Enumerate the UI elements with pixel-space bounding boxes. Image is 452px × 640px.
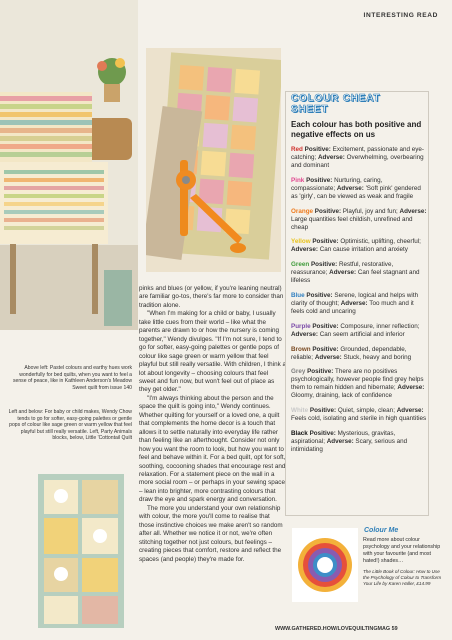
adverse-label: Adverse:	[397, 384, 425, 392]
positive-label: Positive:	[310, 261, 338, 269]
positive-label: Positive:	[312, 238, 339, 246]
colour-name: Purple	[291, 322, 311, 330]
positive-text: Restful, restorative, reassurance;	[291, 261, 394, 277]
book-cover	[292, 528, 358, 602]
colour-entries	[291, 146, 428, 454]
positive-label: Positive:	[309, 407, 337, 415]
colour-name: Green	[291, 261, 310, 269]
sidebar-subtitle: Each colour has both positive and negative effects on us	[291, 120, 422, 139]
colour-name: White	[291, 407, 309, 415]
positive-text: Mysterious, gravitas, aspirational;	[291, 429, 396, 445]
sidebar-title-line1: COLOUR CHEAT	[291, 93, 381, 104]
positive-label: Positive:	[306, 176, 333, 184]
adverse-text: Too much and it feels cold and uncaring	[291, 299, 414, 315]
positive-text: Serene, logical and helps with clarity of thought;	[291, 291, 419, 307]
colour-name: Pink	[291, 176, 305, 184]
adverse-label: Adverse:	[326, 437, 354, 445]
quilt-bench-photo	[0, 0, 138, 330]
adverse-label: Adverse:	[396, 407, 424, 415]
colour-entry-pink	[291, 177, 428, 201]
body-paragraph: "I'm always thinking about the person and the space the quilt is going into," Wendy continues. Whether quilting for yourself or a loved one, a quilt that complements the home decor is a touch that allows it to settle naturally into everyday life rather than feeling like an afterthought. Consider not only how you want the room to look, but how you want to feel and behave within it. For a bed quilt, opt for soft, soothing, cocooning shades that encourage rest and relaxation. For a statement piece on the wall in a more social room – or perhaps in your sewing space – lean into brighter, more contrasting colours that draw the eye and spark energy and conversation.	[139, 394, 286, 504]
adverse-text: Can cause irritation and anxiety	[319, 246, 408, 254]
book-heading: Colour Me	[364, 527, 399, 534]
colour-name: Brown	[291, 345, 311, 353]
colour-name: Black	[291, 429, 308, 437]
article-body	[139, 285, 286, 564]
colour-entry-red	[291, 146, 428, 170]
sidebar-title	[291, 93, 428, 115]
colour-entry-grey	[291, 368, 428, 400]
book-credit: The Little Book of Colour: How to Use the Psychology of Colour to Transform Your Life by Karen Haller, £14.99	[363, 568, 442, 586]
positive-label: Positive:	[307, 368, 334, 376]
adverse-text: Feels cold, isolating and sterile in high quantities	[291, 415, 427, 423]
adverse-text: Stuck, heavy and boring	[343, 353, 412, 361]
positive-label: Positive:	[312, 322, 339, 330]
book-text	[363, 537, 443, 587]
body-paragraph: The more you understand your own relationship with colour, the more you'll come to realise that those instinctive choices we make aren't so random after all. Whether we notice it or not, we're often stitching together not just colours, but feelings – creating pieces that comfort, restore and reflect the spaces (and people) they're made for.	[139, 504, 283, 563]
colour-entry-purple	[291, 323, 428, 339]
adverse-text: Scary, serious and intimidating	[291, 437, 408, 453]
adverse-text: Overwhelming, overbearing and dominant	[291, 153, 424, 169]
colour-name: Blue	[291, 291, 305, 299]
adverse-label: Adverse:	[291, 330, 318, 338]
positive-text: Optimistic, uplifting, cheerful;	[340, 238, 421, 246]
positive-text: Composure, inner reflection;	[340, 322, 420, 330]
colour-entry-orange	[291, 208, 428, 232]
book-description: Read more about colour psychology and your relationship with your favourite (and most hated!) shades…	[363, 537, 441, 564]
adverse-label: Adverse:	[291, 246, 318, 254]
cutting-mat-photo	[146, 48, 281, 272]
positive-label: Positive:	[304, 145, 331, 153]
colour-entry-blue	[291, 292, 428, 316]
adverse-label: Adverse:	[340, 299, 368, 307]
sidebar-title-line2: SHEET	[291, 104, 329, 115]
adverse-text: 'Soft pink' gendered as 'girly', can be viewed as weak and fragile	[291, 184, 421, 200]
positive-text: Grounded, dependable, reliable;	[291, 345, 407, 361]
positive-label: Positive:	[306, 291, 333, 299]
adverse-text: Can seem artificial and inferior	[319, 330, 405, 338]
colour-name: Orange	[291, 207, 314, 215]
caption-left-below: Left and below: For baby or child makes, Wendy Chow tends to go for softer, easy-going palettes or gentle pops of colour like sage green or warm yellow that feel playful but still really versatile. Left, Party Animals blocks, below, Little 'Cottontail Quilt	[8, 409, 132, 442]
section-header: INTERESTING READ	[363, 12, 438, 19]
colour-name: Yellow	[291, 238, 311, 246]
animal-blocks-photo	[38, 474, 124, 628]
adverse-text: Can feel stagnant and lifeless	[291, 269, 420, 285]
page-number: 59	[391, 626, 398, 632]
adverse-label: Adverse:	[399, 207, 427, 215]
colour-entry-brown	[291, 346, 428, 362]
adverse-label: Adverse:	[329, 269, 357, 277]
positive-text: Quiet, simple, clean;	[337, 407, 395, 415]
positive-text: Nurturing, caring, compassionate;	[291, 176, 383, 192]
adverse-text: Large quantities feel childish, unrefined and cheap	[291, 215, 413, 231]
colour-cheat-sheet	[291, 93, 428, 454]
colour-name: Grey	[291, 368, 306, 376]
positive-label: Positive:	[312, 345, 339, 353]
colour-entry-yellow	[291, 238, 428, 254]
adverse-label: Adverse:	[317, 153, 345, 161]
page-footer	[275, 626, 398, 632]
adverse-text: Gloomy, draining, lack of confidence	[291, 392, 393, 400]
positive-text: Excitement, passionate and eye-catching;	[291, 145, 425, 161]
footer-url[interactable]: WWW.GATHERED.HOW/LOVEQUILTINGMAG	[275, 626, 391, 632]
colour-name: Red	[291, 145, 303, 153]
colour-entry-white	[291, 407, 428, 423]
body-paragraph: "When I'm making for a child or baby, I usually take little cues from their world – like what the parents are drawn to or how the nursery is coming together," Wendy divulges. "If I'm not sure, I tend to go for softer, easy-going palettes or gentle pops of colour like sage green or warm yellow that feel playful but still really versatile. With children, I think a lot about longevity – choosing colours that feel sweet and fun now, but won't feel out of place as they get older."	[139, 310, 286, 394]
colour-entry-green	[291, 261, 428, 285]
positive-label: Positive:	[309, 429, 336, 437]
caption-above-left: Above left: Pastel colours and earthy hues work wonderfully for bed quilts, when you want to feel a sense of peace, like in Kathleen Anderson's Meadow Sweet quilt from issue 140	[12, 365, 132, 391]
positive-label: Positive:	[314, 207, 342, 215]
adverse-label: Adverse:	[314, 353, 342, 361]
positive-text: Playful, joy and fun;	[342, 207, 398, 215]
adverse-label: Adverse:	[336, 184, 364, 192]
colour-entry-black	[291, 430, 428, 454]
body-paragraph: pinks and blues (or yellow, if you're leaning neutral) are familiar go-tos, there's far more to consider than tradition alone.	[139, 285, 284, 309]
positive-text: There are no positives psychologically, however people find grey helps them to remain hidden and hibernate;	[291, 368, 424, 392]
